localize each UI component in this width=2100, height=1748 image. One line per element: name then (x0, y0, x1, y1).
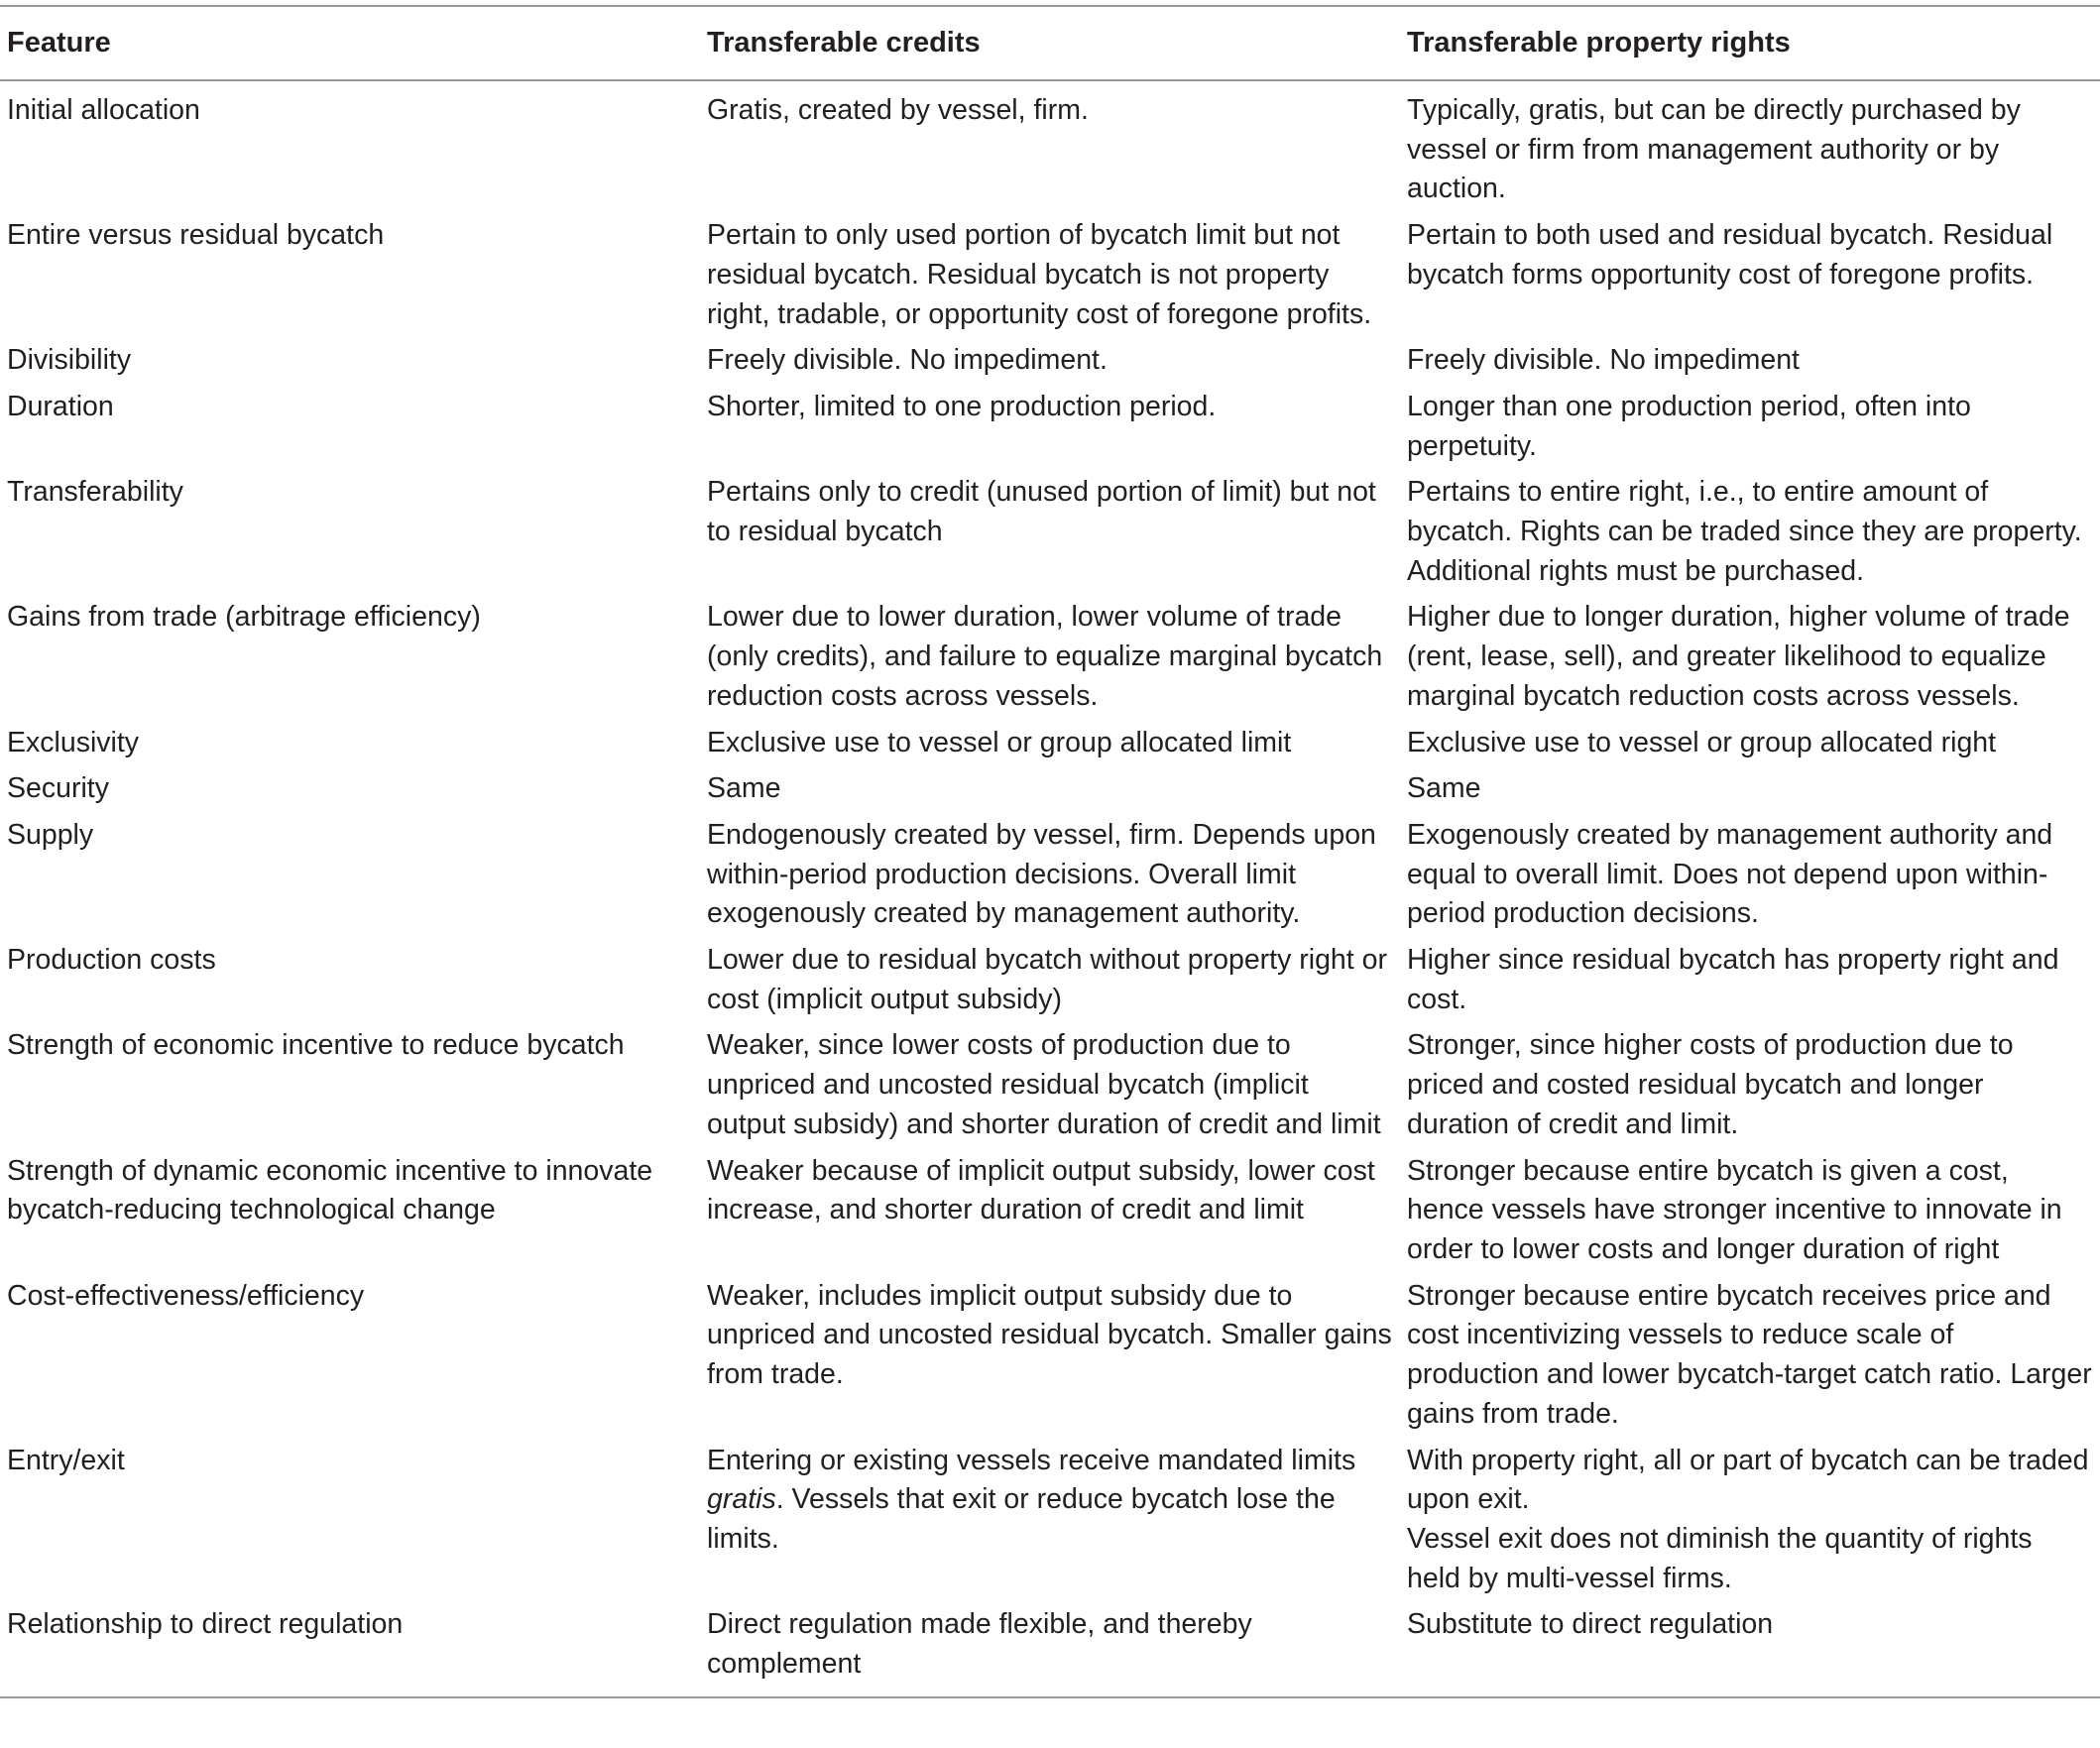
credits-cell (700, 1438, 1400, 1602)
rights-cell (1400, 1438, 2100, 1602)
table-row (0, 765, 2100, 812)
header-feature: Feature (7, 27, 111, 58)
rights-cell: Same (1407, 772, 1481, 805)
feature-cell: Entire versus residual bycatch (7, 219, 385, 252)
credits-cell: Weaker because of implicit output subsidy, lower cost increase, and shorter duration of credit and limit (707, 1154, 1375, 1226)
feature-cell: Duration (7, 390, 114, 422)
feature-cell: Strength of economic incentive to reduce bycatch (7, 1029, 625, 1062)
credits-cell: Pertains only to credit (unused portion of limit) but not to residual bycatch (707, 476, 1376, 548)
header-row (0, 6, 2100, 80)
table-row (0, 1438, 2100, 1602)
table-row (0, 1601, 2100, 1696)
table-header (0, 6, 2100, 80)
rights-cell: Freely divisible. No impediment (1407, 344, 1800, 377)
header-transferable-credits: Transferable credits (707, 27, 981, 58)
rights-cell: Pertains to entire right, i.e., to entire amount of bycatch. Rights can be traded since they are property. Additional rights must be purchased. (1407, 476, 2082, 587)
rights-cell: Longer than one production period, often into perpetuity. (1407, 390, 1971, 462)
rights-cell: Pertain to both used and residual bycatch. Residual bycatch forms opportunity cost of foregone profits. (1407, 219, 2053, 291)
table-row (0, 937, 2100, 1022)
rights-cell: Higher since residual bycatch has property right and cost. (1407, 944, 2059, 1015)
table-row (0, 384, 2100, 469)
table-row (0, 80, 2100, 212)
comparison-table (0, 5, 2100, 1698)
credits-cell: Lower due to residual bycatch without property right or cost (implicit output subsidy) (707, 944, 1387, 1015)
credits-italic-text: gratis (707, 1483, 776, 1516)
credits-cell: Direct regulation made flexible, and thereby complement (707, 1608, 1252, 1681)
rights-line: With property right, all or part of bycatch can be traded upon exit. (1407, 1444, 2089, 1516)
rights-cell: Stronger, since higher costs of production due to priced and costed residual bycatch and longer duration of credit and limit. (1407, 1029, 2014, 1140)
feature-cell: Production costs (7, 944, 216, 977)
credits-cell: Shorter, limited to one production period. (707, 390, 1217, 422)
feature-cell: Supply (7, 818, 94, 851)
feature-cell: Cost-effectiveness/efficiency (7, 1279, 365, 1312)
table-row (0, 469, 2100, 594)
rights-cell: Higher due to longer duration, higher volume of trade (rent, lease, sell), and greater likelihood to equalize marginal bycatch reduction costs across vessels. (1407, 601, 2070, 712)
credits-cell: Same (707, 772, 781, 805)
table-row (0, 720, 2100, 766)
rights-cell: Stronger because entire bycatch receives price and cost incentivizing vessels to reduce scale of production and lower bycatch-target catch ratio. Larger gains from trade. (1407, 1279, 2092, 1430)
credits-cell: Endogenously created by vessel, firm. Depends upon within-period production decisions. Overall limit exogenously created by management authority. (707, 818, 1376, 930)
rights-cell: Stronger because entire bycatch is given a cost, hence vessels have stronger incentive to innovate in order to lower costs and longer duration of right (1407, 1154, 2062, 1265)
table-row (0, 1022, 2100, 1147)
rights-cell: Exclusive use to vessel or group allocated right (1407, 726, 1997, 758)
rights-cell: Typically, gratis, but can be directly purchased by vessel or firm from management authority or by auction. (1407, 94, 2021, 205)
table-row (0, 337, 2100, 384)
table-row (0, 812, 2100, 937)
table-row (0, 594, 2100, 719)
table-row (0, 212, 2100, 337)
feature-cell: Initial allocation (7, 94, 200, 126)
credits-text: . Vessels that exit or reduce bycatch lose the limits. (707, 1483, 1336, 1555)
credits-cell: Weaker, includes implicit output subsidy due to unpriced and uncosted residual bycatch. Smaller gains from trade. (707, 1279, 1392, 1391)
feature-cell: Transferability (7, 476, 183, 509)
table-row (0, 1148, 2100, 1273)
table-row (0, 1273, 2100, 1438)
credits-cell: Freely divisible. No impediment. (707, 344, 1108, 377)
rights-cell: Substitute to direct regulation (1407, 1608, 1774, 1641)
credits-cell: Exclusive use to vessel or group allocated limit (707, 726, 1292, 758)
feature-cell: Relationship to direct regulation (7, 1608, 404, 1641)
table-body (0, 80, 2100, 1697)
feature-cell: Divisibility (7, 344, 132, 377)
feature-cell: Strength of dynamic economic incentive to innovate bycatch-reducing technological change (7, 1154, 653, 1226)
credits-cell: Weaker, since lower costs of production due to unpriced and uncosted residual bycatch (implicit output subsidy) and shorter duration of credit and limit (707, 1029, 1381, 1140)
credits-cell: Gratis, created by vessel, firm. (707, 94, 1089, 126)
feature-cell: Exclusivity (7, 726, 140, 758)
feature-cell: Security (7, 772, 109, 805)
comparison-table-container (0, 5, 2100, 1698)
feature-cell: Entry/exit (7, 1444, 125, 1476)
header-transferable-property-rights: Transferable property rights (1407, 27, 1791, 58)
rights-line: Vessel exit does not diminish the quantity of rights held by multi-vessel firms. (1407, 1522, 2033, 1594)
feature-cell: Gains from trade (arbitrage efficiency) (7, 601, 481, 634)
credits-cell: Lower due to lower duration, lower volume of trade (only credits), and failure to equalize marginal bycatch reduction costs across vessels. (707, 601, 1383, 712)
credits-cell: Pertain to only used portion of bycatch limit but not residual bycatch. Residual bycatch is not property right, tradable, or opportunity cost of foregone profits. (707, 219, 1372, 330)
rights-cell: Exogenously created by management authority and equal to overall limit. Does not depend upon within-period production decisions. (1407, 818, 2053, 930)
credits-text: Entering or existing vessels receive mandated limits (707, 1444, 1356, 1476)
